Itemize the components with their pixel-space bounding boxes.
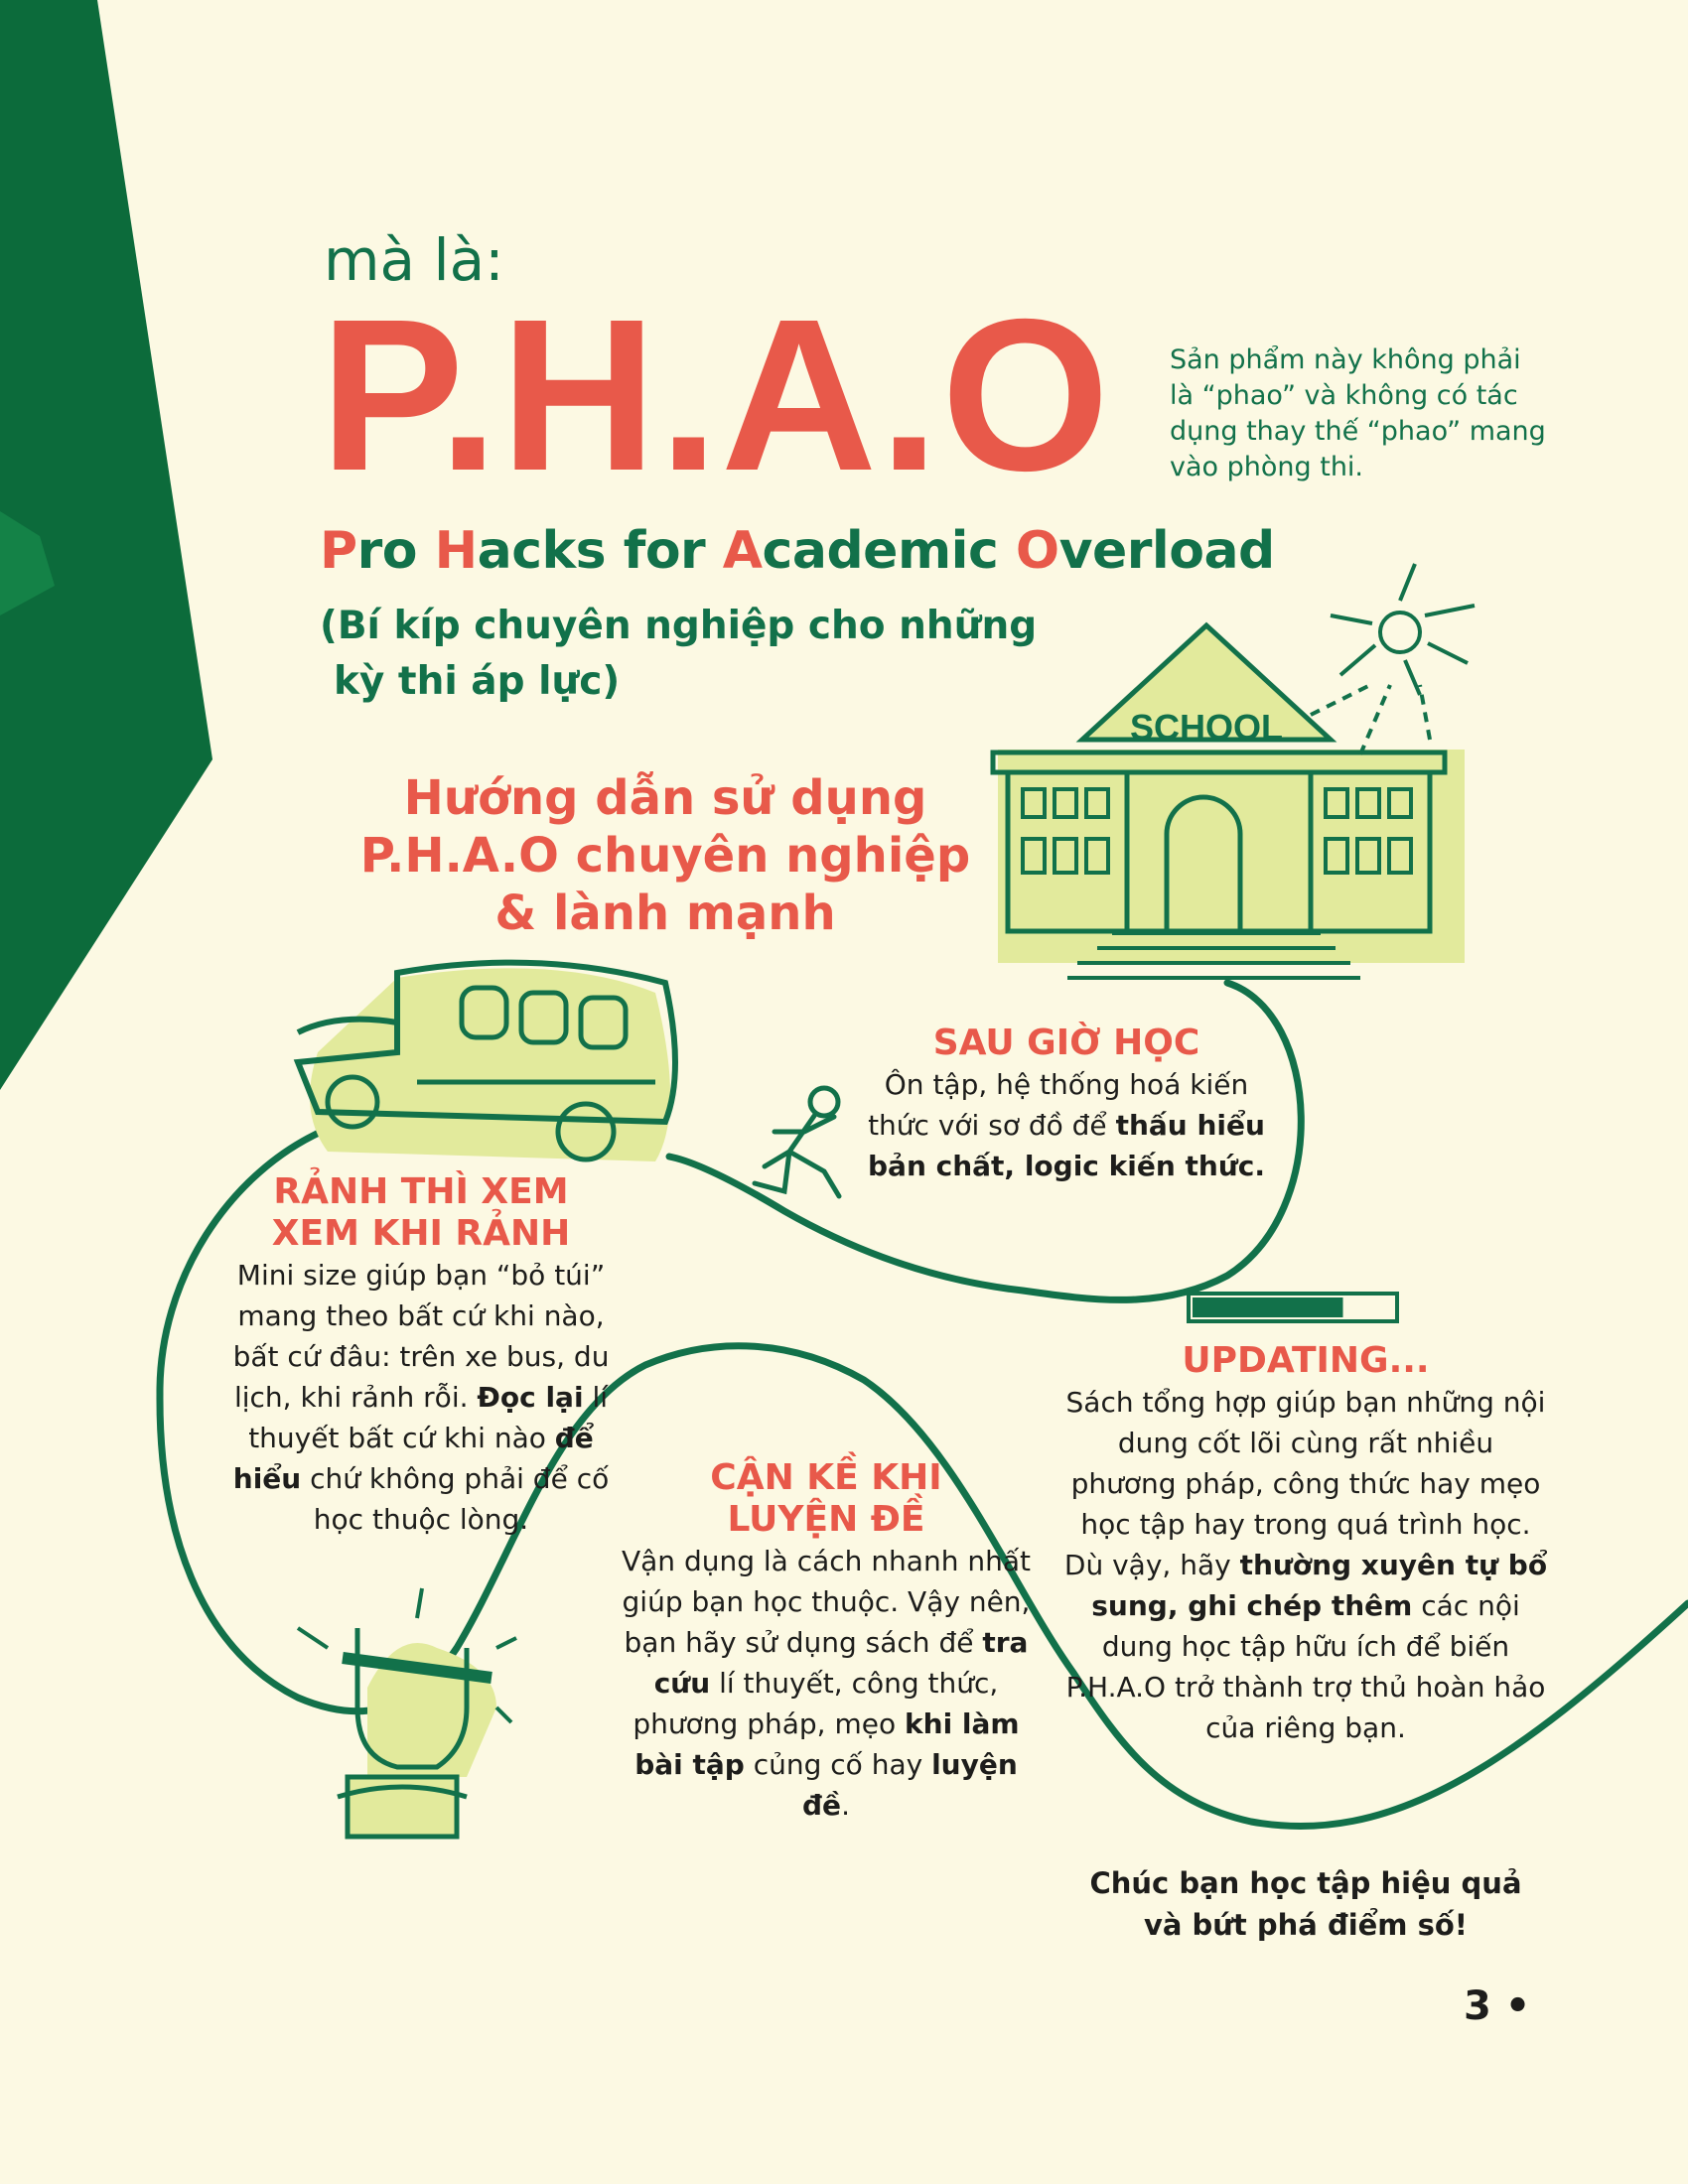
section-updating	[1062, 1340, 1549, 1748]
updating-progress-bar	[1189, 1294, 1397, 1321]
acronym-letter: H	[434, 521, 478, 581]
section-body	[1062, 1382, 1549, 1748]
closing-line: Chúc bạn học tập hiệu quả	[1089, 1866, 1522, 1900]
acronym-letter: P	[320, 521, 357, 581]
closing-message	[1062, 1862, 1549, 1946]
page-title: P.H.A.O	[320, 275, 1112, 516]
acronym-letter: O	[1015, 521, 1059, 581]
disclaimer-note: Sản phẩm này không phải là “phao” và không có tác dụng thay thế “phao” mang vào phòng thi.	[1170, 344, 1546, 482]
bus-illustration	[298, 963, 675, 1161]
acronym-word: acks for	[477, 521, 723, 581]
school-sign: SCHOOL	[1129, 707, 1284, 748]
section-title: RẢNH THÌ XEM	[273, 1171, 569, 1212]
intro-text: mà là:	[324, 226, 504, 294]
guide-heading	[328, 769, 1003, 942]
progress-fill	[1193, 1297, 1343, 1317]
bold-text: khi làm bài tập	[634, 1707, 1020, 1781]
section-title: CẬN KỀ KHI	[710, 1457, 942, 1498]
section-title: UPDATING...	[1182, 1340, 1430, 1381]
acronym-letter: A	[722, 521, 763, 581]
text: Vận dụng là cách nhanh nhất giúp bạn học thuộc. Vậy nên, bạn hãy sử dụng sách để	[621, 1545, 1031, 1659]
bold-text: tra cứu	[653, 1626, 1029, 1700]
guide-line: P.H.A.O chuyên nghiệp	[359, 828, 971, 884]
bold-text: để hiểu	[232, 1422, 594, 1495]
bold-text: thấu hiểu bản chất, logic kiến thức.	[868, 1109, 1266, 1182]
bold-text: Đọc lại	[477, 1381, 584, 1414]
hand-pencil-illustration	[298, 1588, 516, 1837]
section-practice	[616, 1457, 1037, 1826]
text: củng cố hay	[744, 1748, 932, 1781]
section-free-time	[212, 1171, 630, 1540]
text: Mini size giúp bạn “bỏ túi” mang theo bất cứ khi nào, bất cứ đâu: trên xe bus, du lịch, khi rảnh rỗi.	[232, 1259, 610, 1414]
section-title: XEM KHI RẢNH	[271, 1213, 571, 1254]
text: Sách tổng hợp giúp bạn những nội dung cốt lõi cùng rất nhiều phương pháp, công thức hay mẹo học tập hay trong quá trình học. Dù vậy, hãy	[1063, 1386, 1546, 1581]
acronym-expansion	[320, 521, 1275, 581]
subtitle-line: kỳ thi áp lực)	[334, 659, 621, 704]
page-number: 3 •	[1464, 1983, 1531, 2029]
text: Ôn tập, hệ thống hoá kiến thức với sơ đồ để	[868, 1068, 1249, 1142]
text: chứ không phải để cố học thuộc lòng.	[301, 1462, 610, 1536]
sun-icon	[1311, 564, 1475, 754]
section-title: LUYỆN ĐỀ	[727, 1499, 925, 1540]
text: các nội dung học tập hữu ích để biến P.H.A.O trở thành trợ thủ hoàn hảo của riêng bạn.	[1065, 1589, 1546, 1744]
stick-figure-icon	[755, 1088, 839, 1196]
section-body	[212, 1255, 630, 1540]
acronym-word: verload	[1058, 521, 1275, 581]
school-illustration	[993, 564, 1475, 978]
guide-line: Hướng dẫn sử dụng	[403, 770, 927, 826]
acronym-word: ro	[356, 521, 435, 581]
subtitle-vietnamese	[320, 599, 1037, 710]
section-title: SAU GIỜ HỌC	[932, 1023, 1200, 1063]
section-after-school	[868, 1023, 1265, 1186]
section-body	[868, 1064, 1265, 1186]
bold-text: thường xuyên tự bổ sung, ghi chép thêm	[1091, 1549, 1548, 1622]
text: lí thuyết bất cứ khi nào	[248, 1381, 609, 1454]
section-body	[616, 1541, 1037, 1826]
guide-line: & lành mạnh	[494, 886, 836, 941]
acronym-word: cademic	[762, 521, 1016, 581]
bold-text: luyện đề	[802, 1748, 1018, 1822]
subtitle-line: (Bí kíp chuyên nghiệp cho những	[320, 604, 1038, 648]
closing-line: và bứt phá điểm số!	[1143, 1908, 1469, 1942]
text: lí thuyết, công thức, phương pháp, mẹo	[633, 1667, 999, 1740]
text: .	[841, 1789, 850, 1822]
